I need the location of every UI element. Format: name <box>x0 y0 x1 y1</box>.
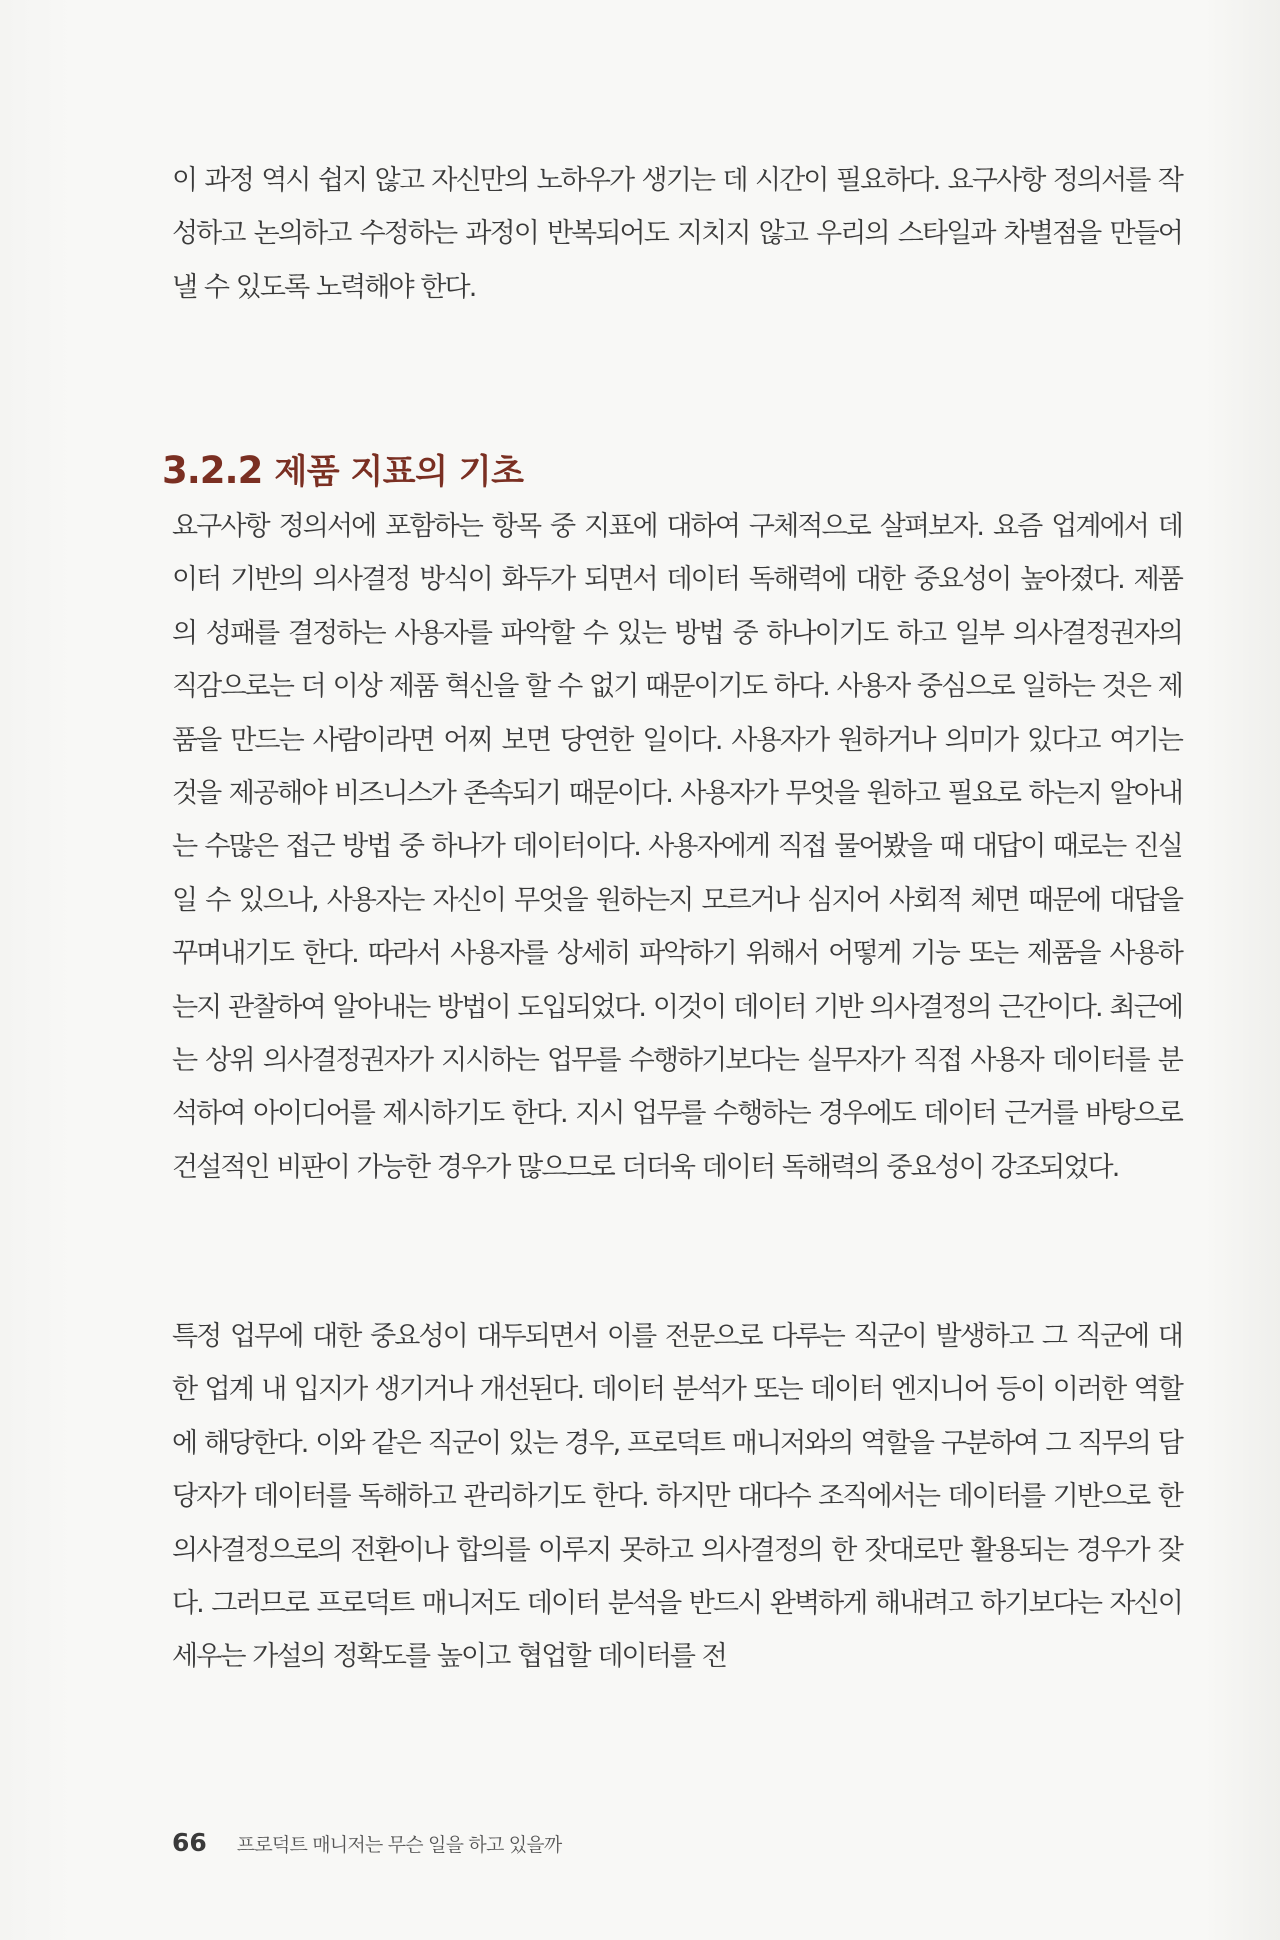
section-heading <box>162 444 523 493</box>
section-title: 제품 지표의 기초 <box>274 452 524 492</box>
page-footer <box>172 1828 561 1857</box>
body-paragraph: 요구사항 정의서에 포함하는 항목 중 지표에 대하여 구체적으로 살펴보자. 요즘 업계에서 데이터 기반의 의사결정 방식이 화두가 되면서 데이터 독해력에 대한 중요성이 높아졌다. 제품의 성패를 결정하는 사용자를 파악할 수 있는 방법 중 하나이기도 하고 일부 의사결정권자의 직감으로는 더 이상 제품 혁신을 할 수 없기 때문이기도 하다. 사용자 중심으로 일하는 것은 제품을 만드는 사람이라면 어찌 보면 당연한 일이다. 사용자가 원하거나 의미가 있다고 여기는 것을 제공해야 비즈니스가 존속되기 때문이다. 사용자가 무엇을 원하고 필요로 하는지 알아내는 수많은 접근 방법 중 하나가 데이터이다. 사용자에게 직접 물어봤을 때 대답이 때로는 진실일 수 있으나, 사용자는 자신이 무엇을 원하는지 모르거나 심지어 사회적 체면 때문에 대답을 꾸며내기도 한다. 따라서 사용자를 상세히 파악하기 위해서 어떻게 기능 또는 제품을 사용하는지 관찰하여 알아내는 방법이 도입되었다. 이것이 데이터 기반 의사결정의 근간이다. 최근에는 상위 의사결정권자가 지시하는 업무를 수행하기보다는 실무자가 직접 사용자 데이터를 분석하여 아이디어를 제시하기도 한다. 지시 업무를 수행하는 경우에도 데이터 근거를 바탕으로 건설적인 비판이 가능한 경우가 많으므로 더더욱 데이터 독해력의 중요성이 강조되었다. <box>172 511 1182 1183</box>
body-paragraph: 특정 업무에 대한 중요성이 대두되면서 이를 전문으로 다루는 직군이 발생하고 그 직군에 대한 업계 내 입지가 생기거나 개선된다. 데이터 분석가 또는 데이터 엔지니어 등이 이러한 역할에 해당한다. 이와 같은 직군이 있는 경우, 프로덕트 매니저와의 역할을 구분하여 그 직무의 담당자가 데이터를 독해하고 관리하기도 한다. 하지만 대다수 조직에서는 데이터를 기반으로 한 의사결정으로의 전환이나 합의를 이루지 못하고 의사결정의 한 잣대로만 활용되는 경우가 잦다. 그러므로 프로덕트 매니저도 데이터 분석을 반드시 완벽하게 해내려고 하기보다는 자신이 세우는 가설의 정확도를 높이고 협업할 데이터를 전 <box>172 1321 1182 1673</box>
page-number: 66 <box>172 1828 207 1857</box>
intro-paragraph: 이 과정 역시 쉽지 않고 자신만의 노하우가 생기는 데 시간이 필요하다. 요구사항 정의서를 작성하고 논의하고 수정하는 과정이 반복되어도 지치지 않고 우리의 스타일과 차별점을 만들어 낼 수 있도록 노력해야 한다. <box>172 165 1182 303</box>
section-number: 3.2.2 <box>162 449 263 492</box>
running-title: 프로덕트 매니저는 무슨 일을 하고 있을까 <box>236 1834 562 1856</box>
